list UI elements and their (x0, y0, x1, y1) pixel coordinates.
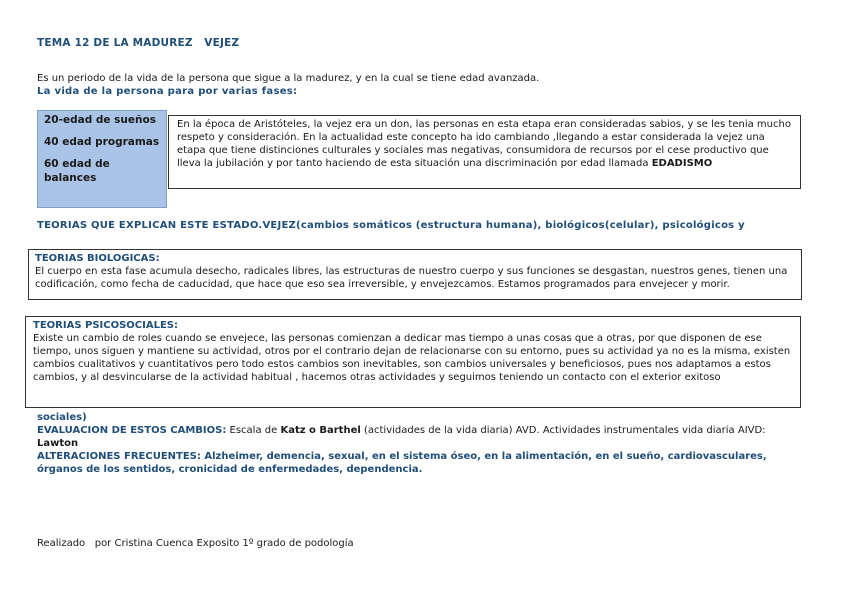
stage-item: 60 edad de balances (44, 158, 110, 184)
biological-heading: TEORIAS BIOLOGICAS: (35, 253, 160, 264)
stage-item: 40 edad programas (44, 136, 160, 148)
psychosocial-text: Existe un cambio de roles cuando se envejece, las personas comienzan a dedicar mas tiempo a unas cosas que a otras, por que disponen de ese tiempo, unos siguen y mantiene su actividad, otros por el contrario dejan de relacionarse con su entorno, pues su actividad ya no es la misma, existen cambios cualitativos y cuantitativos pero todo estos cambios son inevitables, son cambios universales y beneficiosos, pues nos adaptamos a estos cambios, y al desvincularse de la actividad habitual , hacemos otras actividades y seguimos teniendo un contacto con el exterior exitoso (33, 333, 791, 383)
author-footer: Realizado por Cristina Cuenca Exposito 1º grado de podología (37, 538, 354, 549)
alterations-paragraph: ALTERACIONES FRECUENTES: Alzheimer, demencia, sexual, en el sistema óseo, en la alimentación, en el sueño, cardiovasculares, órganos de los sentidos, cronicidad de enfermedades, dependencia. (37, 451, 767, 475)
theories-heading: TEORIAS QUE EXPLICAN ESTE ESTADO.VEJEZ(cambios somáticos (estructura humana), biológicos(celular), psicológicos y (37, 220, 745, 231)
psychosocial-theories-box (25, 316, 801, 408)
biological-theories-box (28, 249, 802, 300)
lower-section (37, 411, 797, 476)
edadismo-term: EDADISMO (651, 158, 713, 169)
evaluation-mid: (actividades de la vida diaria) AVD. Actividades instrumentales vida diaria AIVD: (360, 425, 766, 436)
evaluation-paragraph (37, 424, 797, 450)
stage-item: 20-edad de sueños (44, 114, 156, 126)
page-title: TEMA 12 DE LA MADUREZ VEJEZ (37, 37, 240, 49)
phases-heading: La vida de la persona para por varias fases: (37, 86, 298, 97)
psychosocial-heading: TEORIAS PSICOSOCIALES: (33, 320, 178, 331)
intro-paragraph: Es un periodo de la vida de la persona que sigue a la madurez, y en la cual se tiene edad avanzada. (37, 73, 540, 84)
evaluation-aivd: Lawton (37, 438, 79, 449)
vejez-history-box (168, 115, 801, 189)
theories-heading-continued: sociales) (37, 412, 87, 423)
evaluation-label: EVALUACION DE ESTOS CAMBIOS: (37, 425, 227, 436)
biological-text: El cuerpo en esta fase acumula desecho, radicales libres, las estructuras de nuestro cuerpo y sus funciones se desgastan, nuestros genes, tienen una codificación, como fecha de caducidad, que hace que eso sea irreversible, y envejezcamos. Estamos programados para envejecer y morir. (35, 266, 788, 290)
evaluation-scale: Katz o Barthel (280, 425, 361, 436)
vejez-text: En la época de Aristóteles, la vejez era un don, las personas en esta etapa eran consideradas sabios, y se les tenia mucho respeto y consideración. En la actualidad este concepto ha ido cambiando ,llegando a estar considerada la vejez una etapa que tiene distinciones culturales y sociales mas negativas, consumidora de recursos por el cese productivo que lleva la jubilación y por tanto haciendo de esta situación una discriminación por edad llamada (177, 119, 791, 169)
evaluation-pre: Escala de (226, 425, 281, 436)
life-stages-box (37, 110, 167, 208)
